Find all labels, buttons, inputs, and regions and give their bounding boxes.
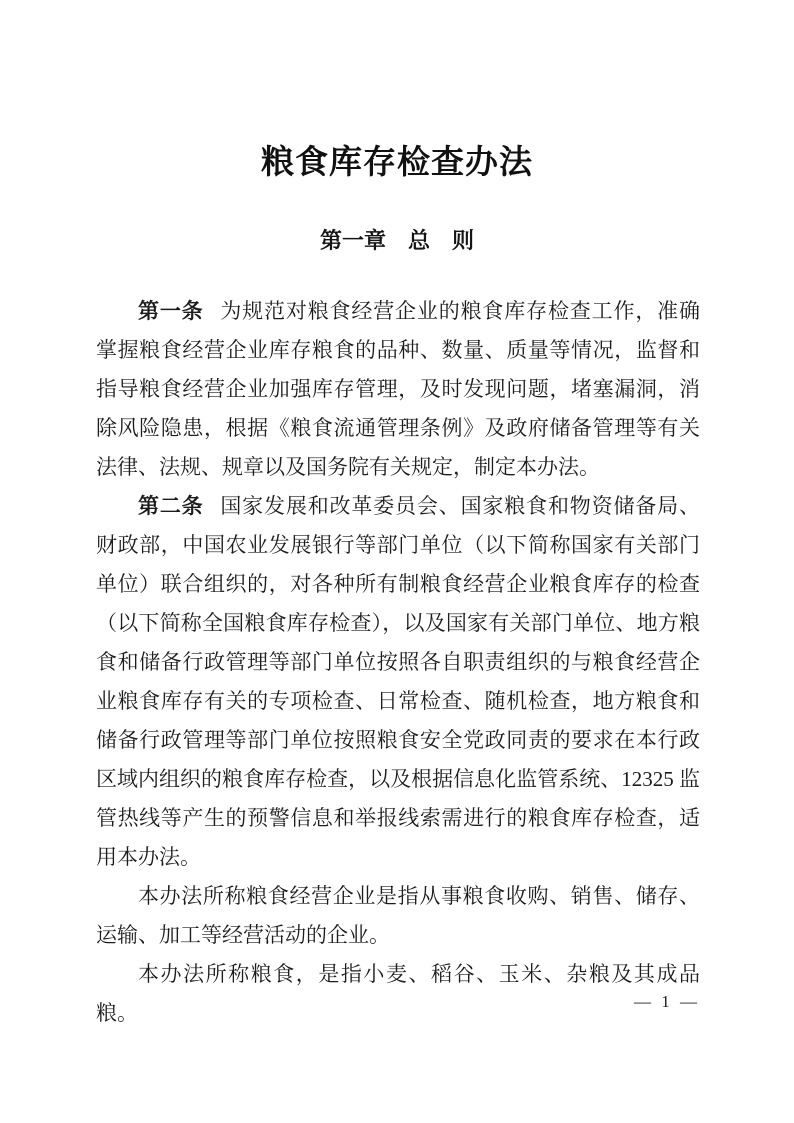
document-body [96, 292, 700, 1033]
article-2-definition-enterprises-paragraph [96, 877, 700, 955]
document-title: 粮食库存检查办法 [261, 145, 533, 181]
article-2-number: 第二条 [138, 495, 204, 518]
article-1-paragraph [96, 292, 700, 487]
article-1-text: 为规范对粮食经营企业的粮食库存检查工作，准确掌握粮食经营企业库存粮食的品种、数量、质量等情况，监督和指导粮食经营企业加强库存管理，及时发现问题，堵塞漏洞，消除风险隐患，根据《粮食流通管理条例》及政府储备管理等有关法律、法规、规章以及国务院有关规定，制定本办法。 [96, 299, 701, 479]
article-2-definition-grain-text: 本办法所称粮食，是指小麦、稻谷、玉米、杂粮及其成品粮。 [96, 962, 700, 1025]
article-2-paragraph [96, 487, 700, 877]
article-2-definition-enterprises-text: 本办法所称粮食经营企业是指从事粮食收购、销售、储存、运输、加工等经营活动的企业。 [96, 884, 700, 947]
article-2-text: 国家发展和改革委员会、国家粮食和物资储备局、财政部，中国农业发展银行等部门单位（以下简称国家有关部门单位）联合组织的，对各种所有制粮食经营企业粮食库存的检查（以下简称全国粮食库存检查），以及国家有关部门单位、地方粮食和储备行政管理等部门单位按照各自职责组织的与粮食经营企业粮食库存有关的专项检查、日常检查、随机检查，地方粮食和储备行政管理等部门单位按照粮食安全党政同责的要求在本行政区域内组织的粮食库存检查，以及根据信息化监管系统、12325 监管热线等产生的预警信息和举报线索需进行的粮食库存检查，适用本办法。 [96, 494, 701, 869]
article-1-number: 第一条 [138, 300, 204, 323]
page-number: — 1 — [634, 992, 700, 1011]
chapter-heading: 第一章 总 则 [319, 228, 474, 253]
article-2-definition-grain-paragraph [96, 955, 700, 1033]
